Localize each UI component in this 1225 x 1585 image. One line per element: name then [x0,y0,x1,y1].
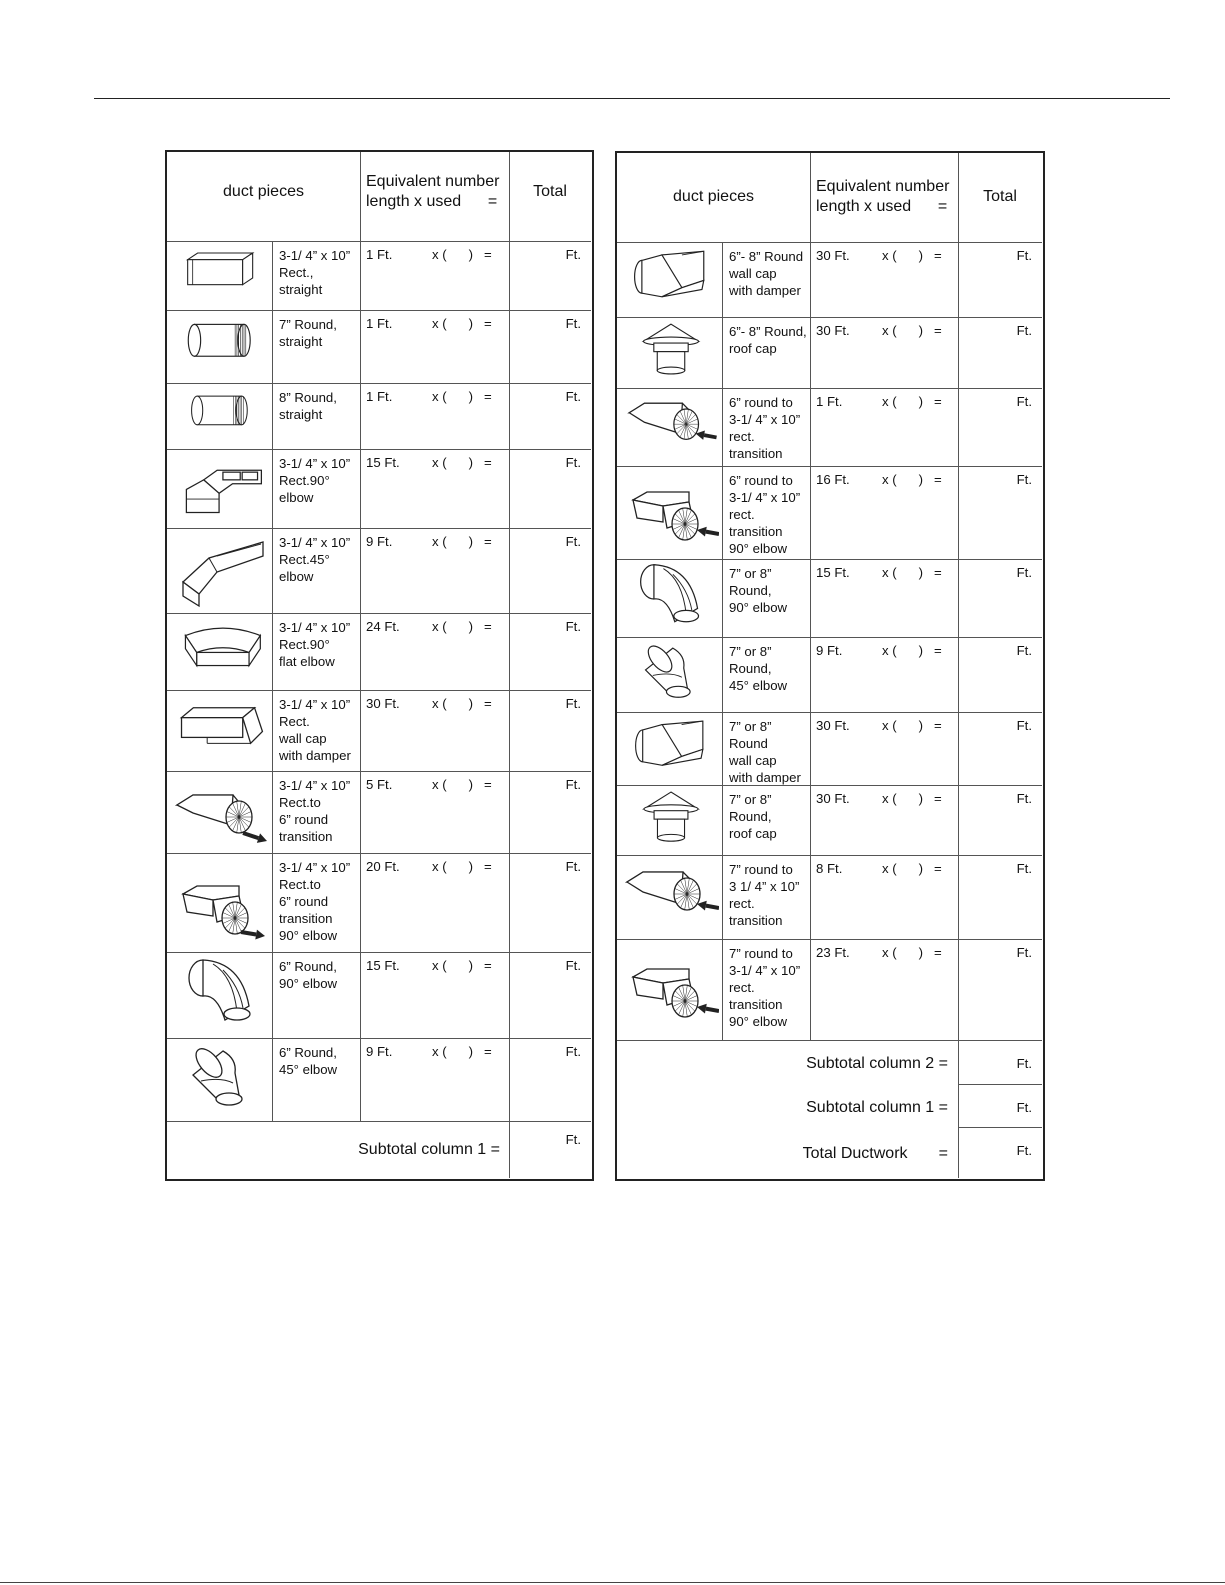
row-divider [167,1121,591,1122]
subtotal-column-2-label: Subtotal column 2 = [806,1055,948,1072]
right-ductwork-table [615,151,1045,1181]
duct-piece-description: 3-1/ 4” x 10” Rect.to 6” round transition 90° elbow [279,860,351,943]
left-ductwork-table [165,150,594,1181]
header-equivalent-line1: Equivalent number [366,173,500,190]
header-equivalent-line2: length x used = [816,198,948,215]
row-total-feet[interactable]: Ft. [1016,861,1032,876]
duct-piece-row [617,637,1042,712]
duct-piece-row [167,613,591,690]
round-90-elbow-icon [623,561,719,640]
duct-piece-description: 6” Round, 45° elbow [279,1045,338,1077]
equivalent-length: 30 Ft. [816,323,850,338]
duct-piece-description: 7” Round, straight [279,317,337,349]
duct-piece-row [617,242,1042,317]
number-used-field[interactable]: x ( ) = [432,534,492,549]
number-used-field[interactable]: x ( ) = [432,777,492,792]
duct-piece-row [167,310,591,383]
duct-piece-row [617,712,1042,785]
duct-piece-description: 7” or 8” Round, 90° elbow [729,566,788,615]
equivalent-length: 20 Ft. [366,859,400,874]
total-divider [958,1084,1042,1085]
header-equivalent-line2: length x used = [366,193,498,210]
duct-piece-row [167,690,591,771]
number-used-field[interactable]: x ( ) = [432,316,492,331]
number-used-field[interactable]: x ( ) = [432,958,492,973]
equivalent-length: 9 Ft. [366,1044,393,1059]
duct-piece-description: 6” round to 3-1/ 4” x 10” rect. transition 90° elbow [729,473,801,556]
equivalent-length: 8 Ft. [816,861,843,876]
number-used-field[interactable]: x ( ) = [882,248,942,263]
total-ductwork-feet[interactable]: Ft. [1016,1143,1032,1158]
equivalent-length: 15 Ft. [366,958,400,973]
number-used-field[interactable]: x ( ) = [432,696,492,711]
header-total: Total [983,188,1017,205]
rect-straight-duct-icon [173,243,269,313]
number-used-field[interactable]: x ( ) = [432,859,492,874]
duct-piece-row [167,528,591,613]
number-used-field[interactable]: x ( ) = [432,455,492,470]
number-used-field[interactable]: x ( ) = [882,718,942,733]
duct-piece-description: 6” round to 3-1/ 4” x 10” rect. transition [729,395,801,461]
row-total-feet[interactable]: Ft. [565,1044,581,1059]
row-total-feet[interactable]: Ft. [1016,643,1032,658]
duct-piece-row [167,383,591,449]
round-to-rect-elbow-icon [623,474,719,557]
duct-piece-description: 3-1/ 4” x 10” Rect., straight [279,248,351,297]
duct-piece-row [167,853,591,952]
duct-piece-row [167,449,591,528]
duct-piece-description: 6”- 8” Round wall cap with damper [729,249,804,298]
duct-piece-row [617,855,1042,939]
rect-90-elbow-icon [173,451,269,531]
header-total: Total [533,183,567,200]
duct-piece-description: 3-1/ 4” x 10” Rect. wall cap with damper [279,697,351,763]
total-divider [958,1127,1042,1128]
duct-piece-row [617,559,1042,637]
row-total-feet[interactable]: Ft. [565,696,581,711]
equivalent-length: 24 Ft. [366,619,400,634]
top-rule [94,98,1170,99]
equivalent-length: 15 Ft. [366,455,400,470]
equivalent-length: 9 Ft. [816,643,843,658]
equivalent-length: 1 Ft. [366,247,393,262]
equivalent-length: 9 Ft. [366,534,393,549]
rect-to-round-transition-icon [173,773,269,856]
rect-wall-cap-icon [173,692,269,774]
round-straight-duct-icon [173,385,269,452]
row-total-feet[interactable]: Ft. [565,777,581,792]
row-total-feet[interactable]: Ft. [565,389,581,404]
roof-cap-icon [623,787,719,858]
equivalent-length: 30 Ft. [366,696,400,711]
rect-45-elbow-icon [173,532,269,615]
duct-piece-description: 6”- 8” Round, roof cap [729,324,807,356]
subtotal-column-1-feet[interactable]: Ft. [565,1132,581,1147]
row-total-feet[interactable]: Ft. [1016,718,1032,733]
row-total-feet[interactable]: Ft. [1016,472,1032,487]
duct-piece-description: 6” Round, 90° elbow [279,959,338,991]
round-wall-cap-icon [623,714,719,788]
equivalent-length: 16 Ft. [816,472,850,487]
number-used-field[interactable]: x ( ) = [882,565,942,580]
row-total-feet[interactable]: Ft. [565,316,581,331]
subtotal-column-1-feet[interactable]: Ft. [1016,1100,1032,1115]
equivalent-length: 30 Ft. [816,718,850,733]
duct-piece-description: 8” Round, straight [279,390,337,422]
duct-piece-row [617,466,1042,559]
header-equivalent-line1: Equivalent number [816,178,950,195]
number-used-field[interactable]: x ( ) = [882,791,942,806]
row-total-feet[interactable]: Ft. [1016,945,1032,960]
number-used-field[interactable]: x ( ) = [882,472,942,487]
row-total-feet[interactable]: Ft. [565,619,581,634]
equivalent-length: 15 Ft. [816,565,850,580]
duct-piece-row [617,785,1042,855]
rect-90-flat-elbow-icon [173,615,269,693]
row-total-feet[interactable]: Ft. [1016,323,1032,338]
equivalent-length: 30 Ft. [816,248,850,263]
header-duct-pieces: duct pieces [673,188,754,205]
header-duct-pieces: duct pieces [223,183,304,200]
equivalent-length: 5 Ft. [366,777,393,792]
duct-piece-description: 7” or 8” Round wall cap with damper [729,719,801,785]
bottom-rule [0,1582,1225,1583]
row-total-feet[interactable]: Ft. [565,247,581,262]
duct-piece-row [167,1038,591,1121]
duct-piece-row [167,771,591,853]
row-total-feet[interactable]: Ft. [1016,394,1032,409]
duct-piece-description: 3-1/ 4” x 10” Rect.to 6” round transition [279,778,351,844]
row-divider [617,1040,1042,1041]
header-equivalent-length [366,172,499,212]
duct-piece-description: 7” or 8” Round, 45° elbow [729,644,788,693]
duct-piece-description: 3-1/ 4” x 10” Rect.90° flat elbow [279,620,351,669]
duct-piece-description: 7” round to 3-1/ 4” x 10” rect. transition 90° elbow [729,946,801,1029]
row-total-feet[interactable]: Ft. [565,958,581,973]
round-45-elbow-icon [623,639,719,715]
duct-piece-description: 7” or 8” Round, roof cap [729,792,777,841]
equivalent-length: 30 Ft. [816,791,850,806]
round-to-rect-transition-icon [623,858,719,941]
row-total-feet[interactable]: Ft. [565,455,581,470]
number-used-field[interactable]: x ( ) = [882,323,942,338]
round-to-rect-elbow-icon [623,951,719,1034]
round-straight-duct-icon [173,312,269,386]
duct-piece-description: 3-1/ 4” x 10” Rect.45° elbow [279,535,351,584]
number-used-field[interactable]: x ( ) = [432,619,492,634]
round-wall-cap-icon [623,244,719,320]
row-total-feet[interactable]: Ft. [565,859,581,874]
subtotal-column-2-feet[interactable]: Ft. [1016,1056,1032,1071]
total-ductwork-label: Total Ductwork = [802,1145,948,1162]
subtotal-column-1-label: Subtotal column 1 = [358,1141,500,1158]
equivalent-length: 1 Ft. [816,394,843,409]
number-used-field[interactable]: x ( ) = [882,861,942,876]
duct-piece-row [167,241,591,310]
round-90-elbow-icon [173,956,269,1039]
rect-to-round-elbow-icon [173,864,269,947]
row-total-feet[interactable]: Ft. [1016,565,1032,580]
duct-piece-description: 7” round to 3 1/ 4” x 10” rect. transition [729,862,800,928]
round-45-elbow-icon [173,1041,269,1124]
round-to-rect-transition-icon [623,390,719,469]
equivalent-length: 1 Ft. [366,316,393,331]
row-total-feet[interactable]: Ft. [1016,791,1032,806]
number-used-field[interactable]: x ( ) = [882,394,942,409]
number-used-field[interactable]: x ( ) = [882,945,942,960]
number-used-field[interactable]: x ( ) = [432,1044,492,1059]
equivalent-length: 23 Ft. [816,945,850,960]
number-used-field[interactable]: x ( ) = [882,643,942,658]
row-total-feet[interactable]: Ft. [565,534,581,549]
row-total-feet[interactable]: Ft. [1016,248,1032,263]
header-equivalent-length [816,177,949,217]
duct-piece-row [617,388,1042,466]
duct-piece-description: 3-1/ 4” x 10” Rect.90° elbow [279,456,351,505]
number-used-field[interactable]: x ( ) = [432,247,492,262]
duct-piece-row [617,317,1042,388]
duct-piece-row [167,952,591,1038]
duct-piece-row [617,939,1042,1040]
subtotal-column-1-label: Subtotal column 1 = [806,1099,948,1116]
number-used-field[interactable]: x ( ) = [432,389,492,404]
equivalent-length: 1 Ft. [366,389,393,404]
roof-cap-icon [623,319,719,391]
